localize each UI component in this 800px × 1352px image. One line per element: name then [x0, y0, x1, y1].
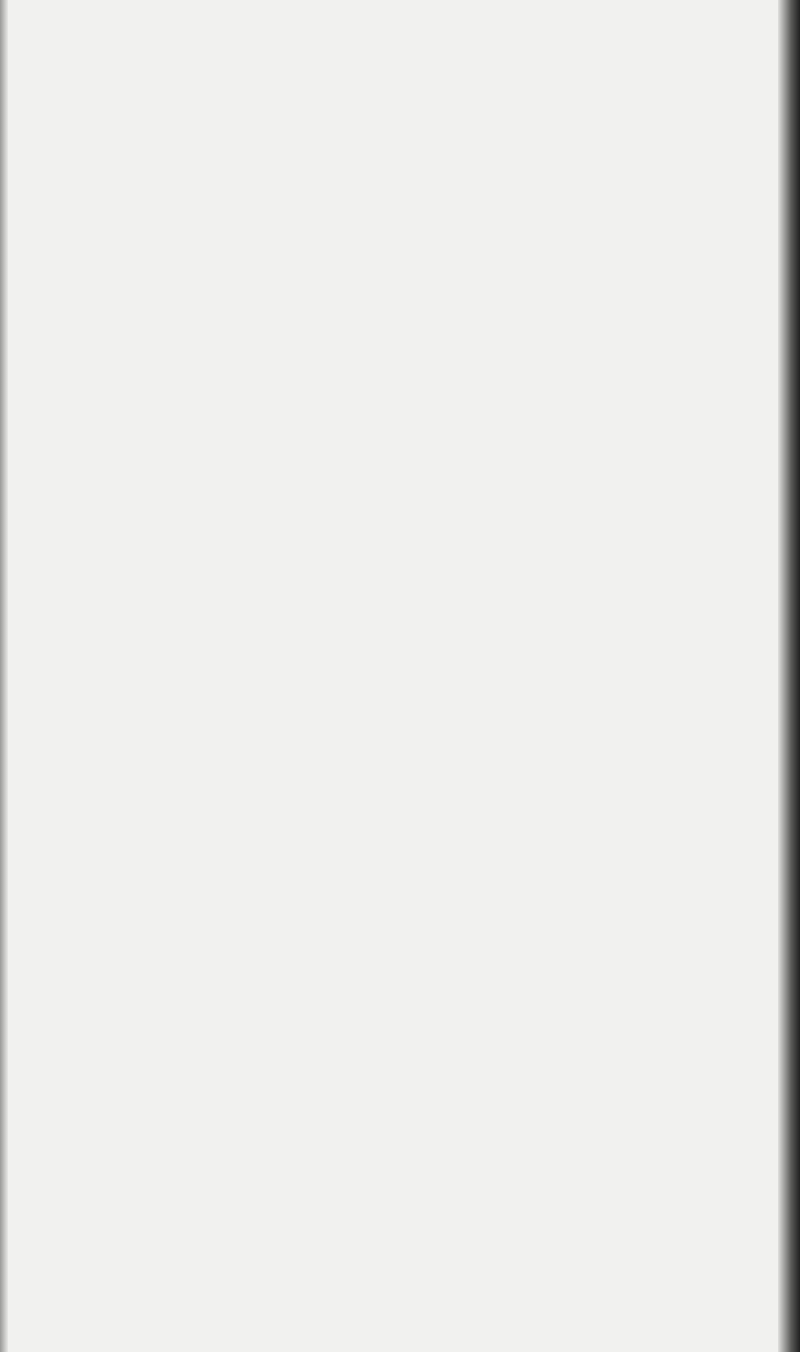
running-head	[20, 26, 632, 66]
text-block	[20, 26, 632, 400]
latin-line	[20, 236, 632, 277]
translation-line	[20, 277, 632, 318]
translation-line	[20, 359, 632, 400]
page-right-edge-shadow	[778, 0, 800, 1352]
latin-line	[20, 195, 632, 236]
page-left-edge	[0, 0, 8, 1352]
aphorism-heading	[20, 103, 632, 163]
aphorism-text	[20, 195, 632, 400]
translation-line	[20, 318, 632, 359]
